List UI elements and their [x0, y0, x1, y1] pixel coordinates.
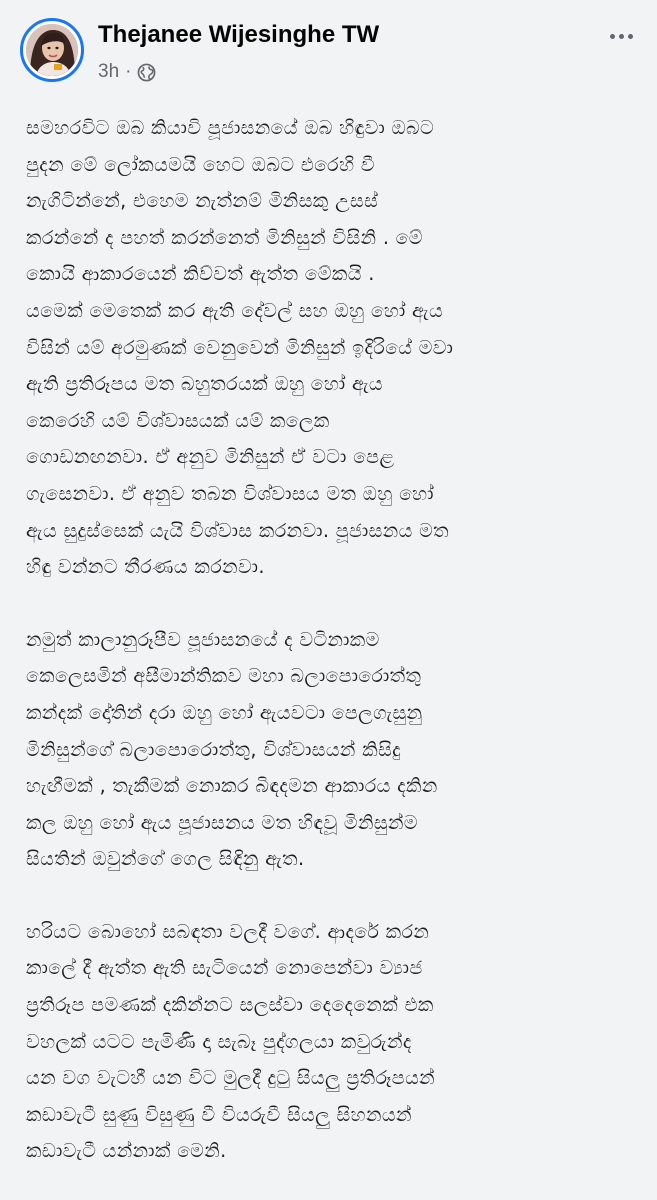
post-paragraph-3: හරියට බොහෝ සබඳතා වලදී වගේ. ආදරේ කරන කාලේ දී ඇත්ත ඇති සැටියෙන් නොපෙන්වා ව්‍යාජ ප්‍රතිරූප පමණක් දකින්නට සලස්වා දෙදෙනෙක් එක වහලක් යටට පැමිණි දා සැබෑ පුද්ගලයා කවුරුන්ද යන වග වැටහී යන විට මුලදී දුටු සියලු ප්‍රතිරූපයන් කඩාවැටී සුණු විසුණු වී වියරුවී සියලු සිහනයන් කඩාවැටී යන්නාක් මෙනි. — [26, 919, 436, 1163]
post-header — [0, 0, 657, 96]
avatar-photo — [26, 24, 78, 76]
globe-icon[interactable] — [137, 63, 156, 82]
more-options-icon — [610, 34, 615, 39]
avatar[interactable] — [26, 24, 78, 76]
story-ring[interactable] — [20, 18, 84, 82]
author-name[interactable]: Thejanee Wijesinghe TW — [98, 21, 380, 48]
more-options-icon — [628, 34, 633, 39]
meta-separator: · — [125, 61, 132, 82]
post-meta — [98, 60, 156, 84]
more-options-button[interactable] — [603, 24, 639, 48]
post-paragraph-1: සමහරවිට ඔබ කියාවි පූජාසනයේ ඔබ හිඳුවා ඔබට පුදන මේ ලෝකයමයි හෙට ඔබට එරෙහි වී නැගිටින්නේ, එහෙම නැත්නම් මිනිසකු උසස් කරන්නේ ද පහත් කරන්නෙත් මිනිසුන් විසිනි . මේ කොයි ආකාරයෙන් කිව්වත් ඇත්ත මේකයි . යමෙක් මෙතෙක් කර ඇති දේවල් සහ ඔහු හෝ ඇය විසින් යම් අරමුණක් වෙනුවෙන් මිනිසුන් ඉදිරියේ මවා ඇති ප්‍රතිරූපය මත බහුතරයක් ඔහු හෝ ඇය කෙරෙහි යම් විශ්වාසයක් යම් කලෙක ගොඩනඟනවා. ඒ අනුව මිනිසුන් ඒ වටා පෙළ ගැසෙනවා. ඒ අනුව තබන විශ්වාසය මත ඔහු හෝ ඇය සුදුස්සෙක් යැයි විශ්වාස කරනවා. පූජාසනය මත හිඳු වන්නට තීරණය කරනවා. — [26, 116, 454, 579]
post-paragraph-2: නමුත් කාලානුරූපීව පූජාසනයේ ද වටිනාකම කෙලෙසමින් අසීමාන්තිකව මහා බලාපොරොත්තු කන්දක් දෝතින් දරා ඔහු හෝ ඇයවටා පෙලගැසුනු මිනිසුන්ගේ බලාපොරොත්තු, විශ්වාසයන් කිසිදු හැඟීමක් , තැකීමක් නොකර බිඳදමන ආකාරය දකින කල ඔහු හෝ ඇය පූජාසනය මත හිඳවූ මිනිසුන්ම සියතින් ඔවුන්ගේ ගෙල සිඳිනු ඇත. — [26, 627, 438, 871]
more-options-icon — [619, 34, 624, 39]
post-timestamp[interactable]: 3h — [98, 61, 120, 82]
post-body — [26, 110, 638, 1170]
